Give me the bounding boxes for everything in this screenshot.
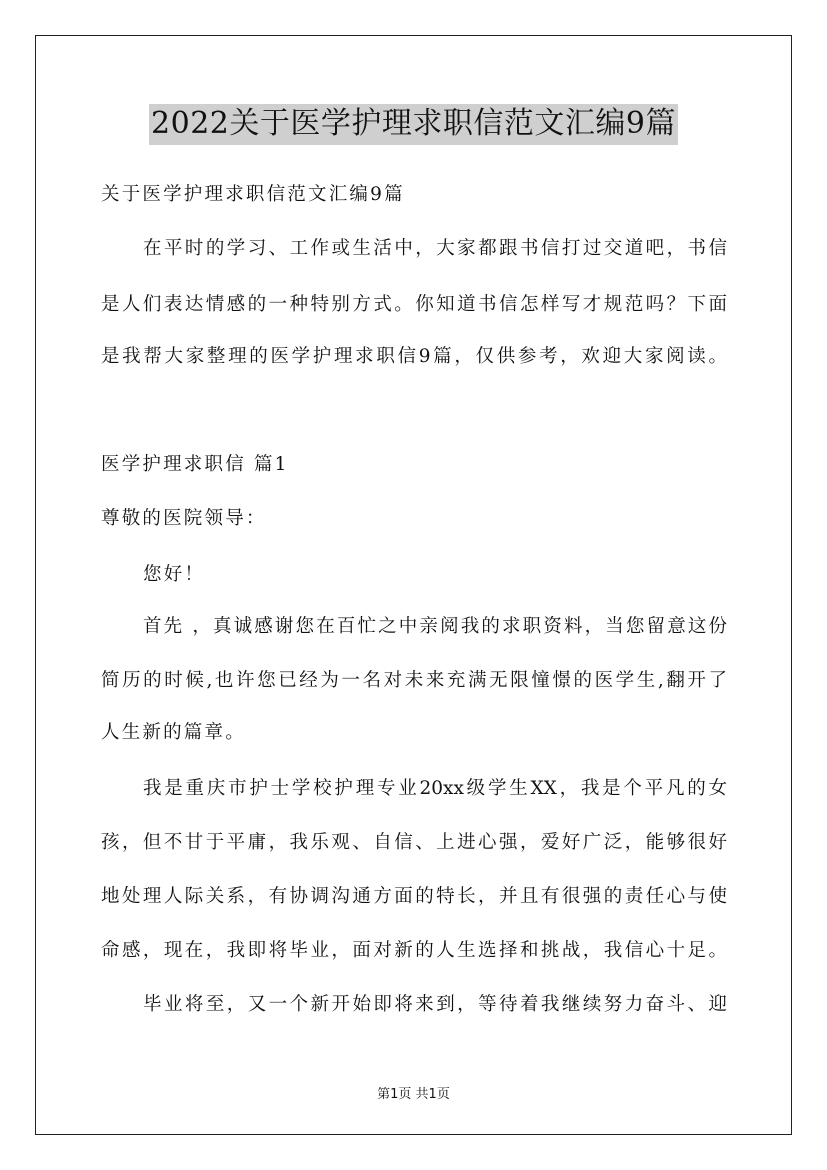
- para1-line-2: 简历的时候,也许您已经为一名对未来充满无限憧憬的医学生,翻开了: [101, 670, 727, 691]
- page-footer: 第1页 共1页: [377, 1087, 450, 1102]
- para2-line-4: 命感，现在，我即将毕业，面对新的人生选择和挑战，我信心十足。: [101, 940, 727, 961]
- para2-line-2: 孩，但不甘于平庸，我乐观、自信、上进心强，爱好广泛，能够很好: [101, 832, 727, 853]
- para2-line-3: 地处理人际关系，有协调沟通方面的特长，并且有很强的责任心与使: [101, 886, 727, 907]
- intro-line-2: 是人们表达情感的一种特别方式。你知道书信怎样写才规范吗？下面: [101, 294, 727, 315]
- greeting: 您好！: [143, 564, 206, 585]
- document-title: 2022关于医学护理求职信范文汇编9篇: [0, 98, 827, 142]
- section-heading: 医学护理求职信 篇1: [101, 454, 289, 475]
- para1-line-1: 首先 ，真诚感谢您在百忙之中亲阅我的求职资料，当您留意这份: [143, 616, 727, 637]
- para3-line-1: 毕业将至，又一个新开始即将来到，等待着我继续努力奋斗、迎: [143, 994, 727, 1015]
- document-subtitle: 关于医学护理求职信范文汇编9篇: [101, 184, 405, 205]
- para1-line-3: 人生新的篇章。: [101, 722, 246, 743]
- para2-line-1: 我是重庆市护士学校护理专业20xx级学生XX，我是个平凡的女: [143, 778, 727, 799]
- intro-line-3: 是我帮大家整理的医学护理求职信9篇，仅供参考，欢迎大家阅读。: [101, 346, 727, 367]
- intro-line-1: 在平时的学习、工作或生活中，大家都跟书信打过交道吧，书信: [143, 238, 727, 259]
- salutation: 尊敬的医院领导：: [101, 508, 267, 529]
